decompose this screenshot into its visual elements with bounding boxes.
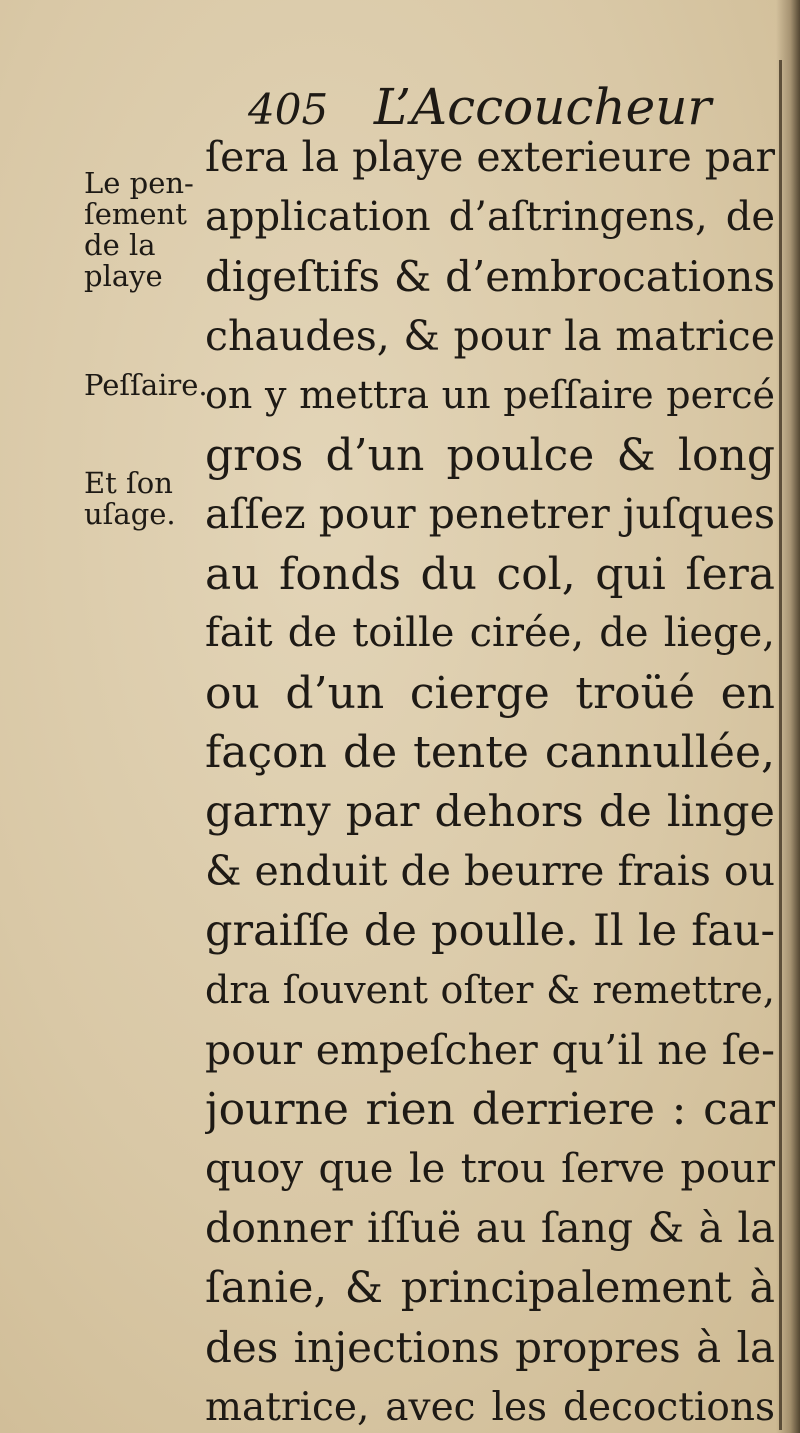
margin-note-line: de la (84, 228, 156, 262)
text-line: au fonds du col, qui ſera (205, 548, 775, 600)
text-line: ſanie, & principalement à (205, 1262, 775, 1313)
margin-note-line: Et ſon (84, 466, 173, 500)
text-line: journe rien derriere : car (205, 1084, 775, 1135)
text-line: façon de tente cannullée, (205, 727, 775, 778)
text-line: graiſſe de poulle. Il le fau- (205, 905, 775, 956)
text-line: ſera la playe exterieure par (205, 133, 775, 181)
running-title: L’Accoucheur (373, 78, 712, 136)
text-line: aſſez pour penetrer juſques (205, 490, 775, 538)
body-text (205, 128, 775, 1433)
text-line: pour empeſcher qu’il ne ſe- (205, 1025, 775, 1074)
margin-note-line: Peſſaire. (84, 368, 208, 402)
binding-edge (779, 60, 782, 1430)
text-line: on y mettra un peſſaire percé (205, 373, 775, 417)
text-line: donner iſſuë au ſang & à la (205, 1204, 775, 1252)
text-line: dra ſouvent oſter & remettre, (205, 968, 775, 1012)
margin-note-line: uſage. (84, 497, 176, 531)
margin-note-line: Le pen- (84, 166, 194, 200)
text-line: gros d’un poulce & long (205, 429, 775, 481)
text-line: garny par dehors de linge (205, 786, 775, 837)
page-number: 405 (248, 85, 329, 134)
text-line: des injections propres à la (205, 1323, 775, 1372)
margin-note-line: playe (84, 259, 163, 293)
text-line: quoy que le trou ſerve pour (205, 1145, 775, 1192)
text-line: matrice, avec les decoctions (205, 1384, 775, 1430)
text-line: application d’aſtringens, de (205, 193, 775, 240)
text-line: fait de toille cirée, de liege, (205, 610, 775, 656)
text-line: ou d’un cierge troüé en (205, 667, 775, 719)
text-line: chaudes, & pour la matrice (205, 311, 775, 360)
text-line: & enduit de beurre frais ou (205, 847, 775, 895)
margin-note-line: ſement (84, 197, 187, 231)
text-line: digeſtifs & d’embrocations (205, 252, 775, 301)
